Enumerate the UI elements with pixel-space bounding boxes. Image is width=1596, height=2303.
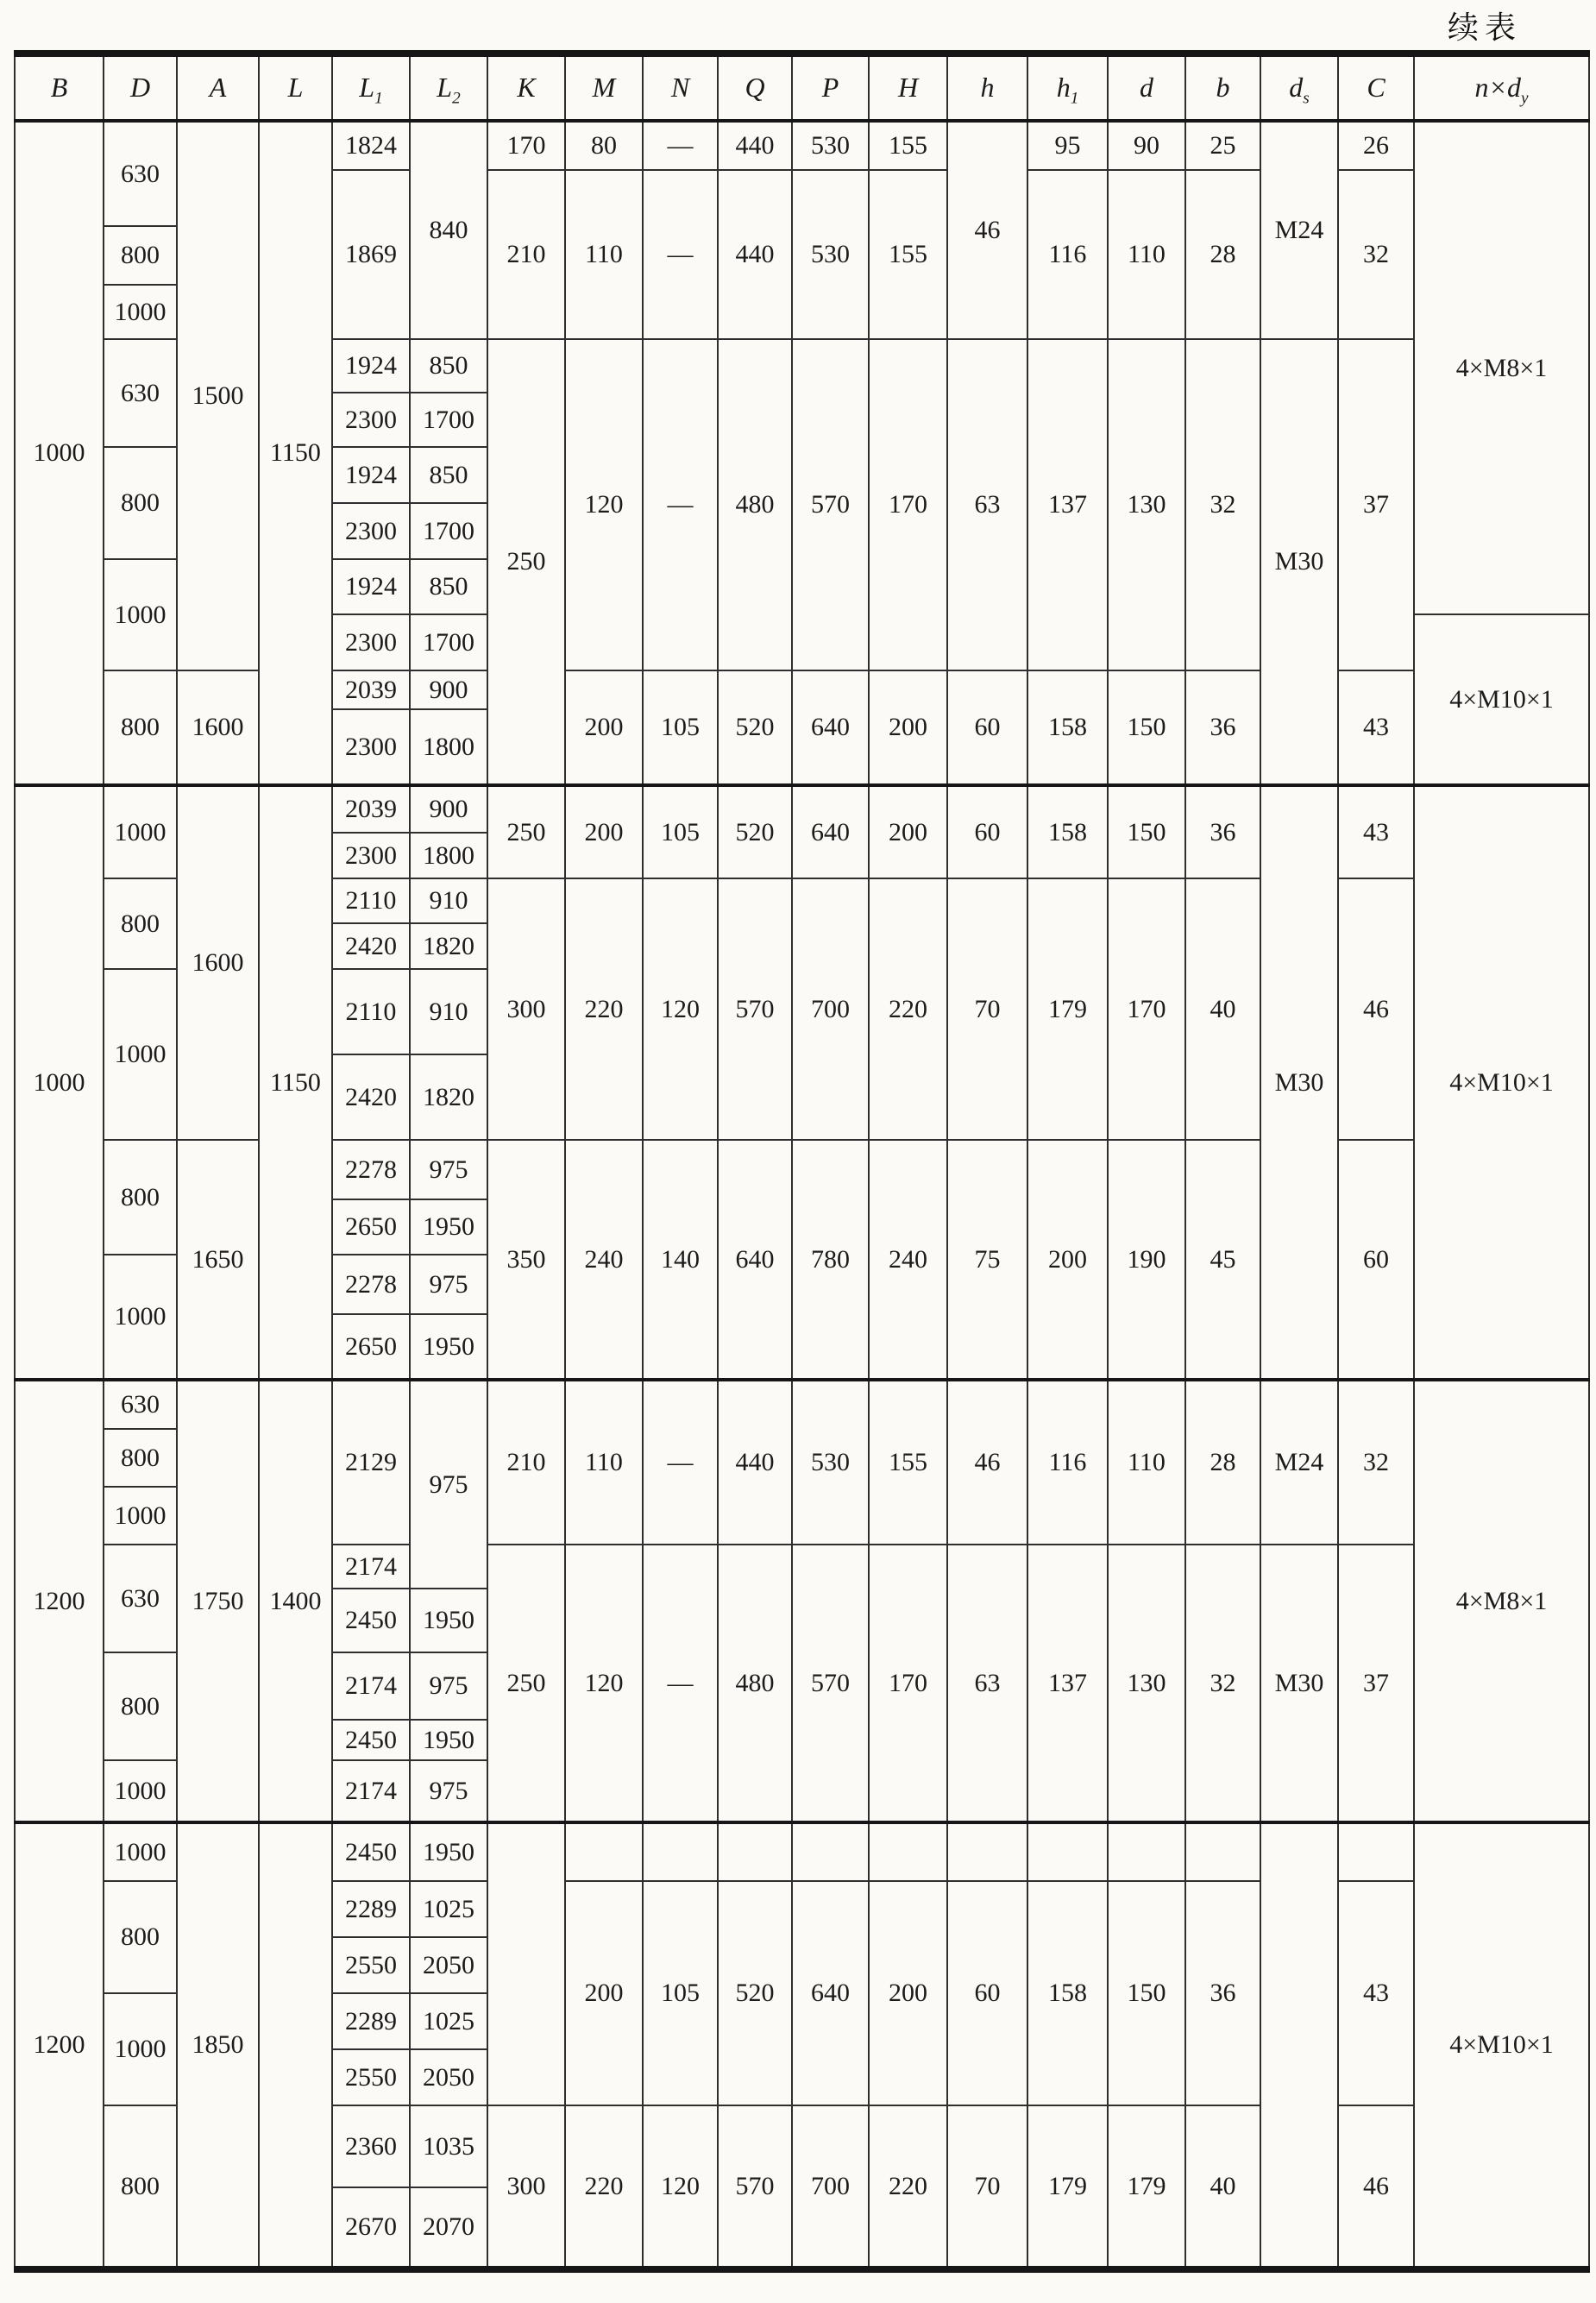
s4-b-0 (1185, 1822, 1260, 1881)
s2-L1-4: 2110 (332, 969, 410, 1054)
row (15, 1380, 1589, 1429)
s1-N-1: — (643, 170, 718, 339)
s1-A-0: 1500 (177, 121, 259, 670)
th-L1: $L_1$ (332, 53, 410, 121)
s4-d-1: 150 (1108, 1881, 1185, 2105)
row (15, 121, 1589, 170)
s1-L2-8: 1800 (410, 709, 487, 785)
s3-H-1: 170 (869, 1545, 947, 1822)
s1-M-3: 200 (565, 670, 643, 785)
s4-h1-0 (1027, 1822, 1108, 1881)
s1-N-3: 105 (643, 670, 718, 785)
s4-N-0 (643, 1822, 718, 1881)
s2-C-2: 60 (1338, 1140, 1414, 1380)
s1-b-1: 28 (1185, 170, 1260, 339)
s1-L1-4: 1924 (332, 447, 410, 503)
s4-b-1: 36 (1185, 1881, 1260, 2105)
s3-Q-0: 440 (718, 1380, 792, 1545)
s2-K-2: 350 (487, 1140, 565, 1380)
s2-D-0: 1000 (104, 785, 177, 878)
s1-P-0: 530 (792, 121, 869, 170)
s1-h1-3: 158 (1027, 670, 1108, 785)
s3-B: 1200 (15, 1380, 104, 1822)
s1-L2-1: 850 (410, 339, 487, 393)
th-L2: $L_2$ (410, 53, 487, 121)
th-M: M (565, 53, 643, 121)
s4-Q-0 (718, 1822, 792, 1881)
s4-M-0 (565, 1822, 643, 1881)
s1-H-2: 170 (869, 339, 947, 670)
s4-K-1: 300 (487, 2105, 565, 2269)
s4-D-1: 800 (104, 1881, 177, 1993)
s1-ds-1: M30 (1260, 339, 1338, 785)
s1-h-1: 63 (947, 339, 1027, 670)
s3-d-0: 110 (1108, 1380, 1185, 1545)
s2-D-1: 800 (104, 878, 177, 969)
s1-b-2: 32 (1185, 339, 1260, 670)
s4-L2-3: 1025 (410, 1993, 487, 2049)
th-B: B (15, 53, 104, 121)
s4-H-0 (869, 1822, 947, 1881)
s1-M-0: 80 (565, 121, 643, 170)
s1-Q-0: 440 (718, 121, 792, 170)
s2-B: 1000 (15, 785, 104, 1380)
s1-B: 1000 (15, 121, 104, 785)
s4-d-0 (1108, 1822, 1185, 1881)
s1-L2-4: 1700 (410, 503, 487, 559)
s2-h-0: 60 (947, 785, 1027, 878)
s4-C-1: 43 (1338, 1881, 1414, 2105)
s3-h-0: 46 (947, 1380, 1027, 1545)
th-P: P (792, 53, 869, 121)
s3-nd: 4×M8×1 (1414, 1380, 1589, 1822)
s4-C-0 (1338, 1822, 1414, 1881)
s1-h1-0: 95 (1027, 121, 1108, 170)
s2-L1-6: 2278 (332, 1140, 410, 1199)
s2-A-1: 1650 (177, 1140, 259, 1380)
s1-d-1: 110 (1108, 170, 1185, 339)
s4-P-1: 640 (792, 1881, 869, 2105)
s4-L1-3: 2289 (332, 1993, 410, 2049)
s4-L1-4: 2550 (332, 2049, 410, 2105)
s2-L2-3: 1820 (410, 923, 487, 969)
th-ndy: $n\times d_y$ (1414, 53, 1589, 121)
s1-h-2: 60 (947, 670, 1027, 785)
s2-L2-2: 910 (410, 878, 487, 923)
s3-L2-1: 1950 (410, 1589, 487, 1652)
s1-D-0: 630 (104, 121, 177, 226)
s2-N-2: 140 (643, 1140, 718, 1380)
s3-h1-0: 116 (1027, 1380, 1108, 1545)
s1-d-2: 130 (1108, 339, 1185, 670)
s3-P-1: 570 (792, 1545, 869, 1822)
s3-h-1: 63 (947, 1545, 1027, 1822)
s1-D-6: 800 (104, 670, 177, 785)
th-ds: $d_s$ (1260, 53, 1338, 121)
s2-h1-2: 200 (1027, 1140, 1108, 1380)
s1-nd-1: 4×M10×1 (1414, 614, 1589, 785)
s3-D-2: 1000 (104, 1487, 177, 1545)
s2-L1-8: 2278 (332, 1255, 410, 1314)
s2-L1-0: 2039 (332, 785, 410, 833)
th-L: L (259, 53, 332, 121)
s1-L: 1150 (259, 121, 332, 785)
s1-P-3: 640 (792, 670, 869, 785)
s1-D-4: 800 (104, 447, 177, 559)
s1-Q-3: 520 (718, 670, 792, 785)
s1-D-5: 1000 (104, 559, 177, 670)
continued-table-label: 续表 (1448, 10, 1523, 45)
s3-D-3: 630 (104, 1545, 177, 1652)
s3-P-0: 530 (792, 1380, 869, 1545)
s2-d-1: 170 (1108, 878, 1185, 1140)
s1-C-0: 26 (1338, 121, 1414, 170)
s1-D-1: 800 (104, 226, 177, 285)
s3-H-0: 155 (869, 1380, 947, 1545)
s2-D-4: 1000 (104, 1255, 177, 1380)
s1-h1-1: 116 (1027, 170, 1108, 339)
s2-L2-7: 1950 (410, 1199, 487, 1255)
s2-D-2: 1000 (104, 969, 177, 1140)
row (15, 785, 1589, 833)
s1-K-2: 250 (487, 339, 565, 785)
s2-L2-5: 1820 (410, 1054, 487, 1140)
s2-A-0: 1600 (177, 785, 259, 1140)
s2-h1-0: 158 (1027, 785, 1108, 878)
s4-K-0 (487, 1822, 565, 2105)
s1-L1-9: 2300 (332, 709, 410, 785)
s4-L2-5: 1035 (410, 2105, 487, 2187)
th-Q: Q (718, 53, 792, 121)
s3-L2-0: 975 (410, 1380, 487, 1589)
s4-M-1: 200 (565, 1881, 643, 2105)
s1-L1-6: 1924 (332, 559, 410, 614)
th-H: H (869, 53, 947, 121)
s2-C-1: 46 (1338, 878, 1414, 1140)
th-d: d (1108, 53, 1185, 121)
s1-C-3: 43 (1338, 670, 1414, 785)
s1-b-3: 36 (1185, 670, 1260, 785)
s3-C-1: 37 (1338, 1545, 1414, 1822)
s4-L1-2: 2550 (332, 1937, 410, 1993)
s4-h-1: 60 (947, 1881, 1027, 2105)
s3-L2-4: 975 (410, 1760, 487, 1822)
s2-M-2: 240 (565, 1140, 643, 1380)
s2-H-0: 200 (869, 785, 947, 878)
s4-P-2: 700 (792, 2105, 869, 2269)
s3-L1-0: 2129 (332, 1380, 410, 1545)
s1-L1-5: 2300 (332, 503, 410, 559)
s2-Q-0: 520 (718, 785, 792, 878)
s2-L1-9: 2650 (332, 1314, 410, 1380)
s3-ds-0: M24 (1260, 1380, 1338, 1545)
s4-h-2: 70 (947, 2105, 1027, 2269)
s4-B: 1200 (15, 1822, 104, 2269)
th-C: C (1338, 53, 1414, 121)
row (15, 1822, 1589, 1881)
s1-H-1: 155 (869, 170, 947, 339)
th-h: h (947, 53, 1027, 121)
s4-L1-1: 2289 (332, 1881, 410, 1937)
s2-L2-8: 975 (410, 1255, 487, 1314)
s2-d-2: 190 (1108, 1140, 1185, 1380)
s3-M-0: 110 (565, 1380, 643, 1545)
s1-M-2: 120 (565, 339, 643, 670)
s4-Q-2: 570 (718, 2105, 792, 2269)
s1-L1-8: 2039 (332, 670, 410, 709)
s1-Q-1: 440 (718, 170, 792, 339)
s3-D-5: 1000 (104, 1760, 177, 1822)
s2-nd: 4×M10×1 (1414, 785, 1589, 1380)
s2-d-0: 150 (1108, 785, 1185, 878)
s1-D-2: 1000 (104, 285, 177, 339)
s1-H-3: 200 (869, 670, 947, 785)
s4-D-3: 800 (104, 2105, 177, 2269)
spec-table (14, 50, 1590, 2273)
s1-Q-2: 480 (718, 339, 792, 670)
s1-K-1: 210 (487, 170, 565, 339)
s4-Q-1: 520 (718, 1881, 792, 2105)
s2-L: 1150 (259, 785, 332, 1380)
s4-b-2: 40 (1185, 2105, 1260, 2269)
th-b: b (1185, 53, 1260, 121)
s1-L2-5: 850 (410, 559, 487, 614)
s4-L2-0: 1950 (410, 1822, 487, 1881)
row (15, 670, 1589, 709)
s1-L1-3: 2300 (332, 393, 410, 447)
s2-L1-2: 2110 (332, 878, 410, 923)
s1-L2-2: 1700 (410, 393, 487, 447)
s4-A: 1850 (177, 1822, 259, 2269)
s3-b-1: 32 (1185, 1545, 1260, 1822)
th-N: N (643, 53, 718, 121)
s2-L1-7: 2650 (332, 1199, 410, 1255)
s4-ds (1260, 1822, 1338, 2269)
s2-C-0: 43 (1338, 785, 1414, 878)
s1-C-2: 37 (1338, 339, 1414, 670)
s1-b-0: 25 (1185, 121, 1260, 170)
s2-L1-3: 2420 (332, 923, 410, 969)
s4-L1-0: 2450 (332, 1822, 410, 1881)
s1-N-0: — (643, 121, 718, 170)
s3-D-0: 630 (104, 1380, 177, 1429)
s4-L2-4: 2050 (410, 2049, 487, 2105)
s3-N-0: — (643, 1380, 718, 1545)
s1-P-1: 530 (792, 170, 869, 339)
s4-C-2: 46 (1338, 2105, 1414, 2269)
th-K: K (487, 53, 565, 121)
s1-d-0: 90 (1108, 121, 1185, 170)
s3-ds-1: M30 (1260, 1545, 1338, 1822)
s3-L2-3: 1950 (410, 1720, 487, 1760)
s1-L2-3: 850 (410, 447, 487, 503)
s1-H-0: 155 (869, 121, 947, 170)
s2-P-1: 700 (792, 878, 869, 1140)
s3-C-0: 32 (1338, 1380, 1414, 1545)
s4-L2-2: 2050 (410, 1937, 487, 1993)
s2-Q-1: 570 (718, 878, 792, 1140)
s3-b-0: 28 (1185, 1380, 1260, 1545)
s4-h1-1: 158 (1027, 1881, 1108, 2105)
s1-L1-0: 1824 (332, 121, 410, 170)
s2-b-0: 36 (1185, 785, 1260, 878)
s2-M-0: 200 (565, 785, 643, 878)
th-A: A (177, 53, 259, 121)
s4-L1-5: 2360 (332, 2105, 410, 2187)
s4-L (259, 1822, 332, 2269)
s4-D-0: 1000 (104, 1822, 177, 1881)
s2-L1-5: 2420 (332, 1054, 410, 1140)
s3-d-1: 130 (1108, 1545, 1185, 1822)
s3-K-1: 250 (487, 1545, 565, 1822)
s1-C-1: 32 (1338, 170, 1414, 339)
s2-N-1: 120 (643, 878, 718, 1140)
s2-b-1: 40 (1185, 878, 1260, 1140)
s1-ds-0: M24 (1260, 121, 1338, 339)
s3-N-1: — (643, 1545, 718, 1822)
s2-H-1: 220 (869, 878, 947, 1140)
th-h1: $h_1$ (1027, 53, 1108, 121)
s1-L1-2: 1924 (332, 339, 410, 393)
s3-L1-4: 2450 (332, 1720, 410, 1760)
s4-h1-2: 179 (1027, 2105, 1108, 2269)
s3-L: 1400 (259, 1380, 332, 1822)
s1-h-0: 46 (947, 121, 1027, 339)
s4-L2-1: 1025 (410, 1881, 487, 1937)
s4-L1-6: 2670 (332, 2187, 410, 2269)
s3-D-1: 800 (104, 1429, 177, 1487)
s1-L2-0: 840 (410, 121, 487, 339)
s1-N-2: — (643, 339, 718, 670)
s2-M-1: 220 (565, 878, 643, 1140)
s2-H-2: 240 (869, 1140, 947, 1380)
s1-L1-7: 2300 (332, 614, 410, 670)
s4-P-0 (792, 1822, 869, 1881)
s1-K-0: 170 (487, 121, 565, 170)
s4-N-1: 105 (643, 1881, 718, 2105)
s3-M-1: 120 (565, 1545, 643, 1822)
s3-A: 1750 (177, 1380, 259, 1822)
s3-K-0: 210 (487, 1380, 565, 1545)
header-row (15, 53, 1589, 121)
s3-L1-5: 2174 (332, 1760, 410, 1822)
s2-L2-6: 975 (410, 1140, 487, 1199)
s4-h-0 (947, 1822, 1027, 1881)
row (15, 1140, 1589, 1199)
s2-b-2: 45 (1185, 1140, 1260, 1380)
th-D: D (104, 53, 177, 121)
s1-h1-2: 137 (1027, 339, 1108, 670)
s2-P-2: 780 (792, 1140, 869, 1380)
s4-L2-6: 2070 (410, 2187, 487, 2269)
s3-D-4: 800 (104, 1652, 177, 1760)
s3-L2-2: 975 (410, 1652, 487, 1720)
s1-L1-1: 1869 (332, 170, 410, 339)
s1-M-1: 110 (565, 170, 643, 339)
s4-H-2: 220 (869, 2105, 947, 2269)
s4-N-2: 120 (643, 2105, 718, 2269)
s1-A-1: 1600 (177, 670, 259, 785)
s2-D-3: 800 (104, 1140, 177, 1255)
s2-L2-1: 1800 (410, 833, 487, 878)
s4-nd: 4×M10×1 (1414, 1822, 1589, 2269)
s2-L2-9: 1950 (410, 1314, 487, 1380)
s4-d-2: 179 (1108, 2105, 1185, 2269)
s2-Q-2: 640 (718, 1140, 792, 1380)
s1-L2-7: 900 (410, 670, 487, 709)
s2-h1-1: 179 (1027, 878, 1108, 1140)
s1-P-2: 570 (792, 339, 869, 670)
s2-P-0: 640 (792, 785, 869, 878)
s1-D-3: 630 (104, 339, 177, 447)
s3-L1-1: 2174 (332, 1545, 410, 1589)
s1-L2-6: 1700 (410, 614, 487, 670)
s2-K-1: 300 (487, 878, 565, 1140)
s2-N-0: 105 (643, 785, 718, 878)
s4-H-1: 200 (869, 1881, 947, 2105)
s1-d-3: 150 (1108, 670, 1185, 785)
s4-D-2: 1000 (104, 1993, 177, 2105)
s3-L1-3: 2174 (332, 1652, 410, 1720)
s2-ds: M30 (1260, 785, 1338, 1380)
s2-L2-4: 910 (410, 969, 487, 1054)
s4-M-2: 220 (565, 2105, 643, 2269)
s2-h-1: 70 (947, 878, 1027, 1140)
s1-nd-0: 4×M8×1 (1414, 121, 1589, 614)
s3-h1-1: 137 (1027, 1545, 1108, 1822)
s2-K-0: 250 (487, 785, 565, 878)
s2-L1-1: 2300 (332, 833, 410, 878)
s2-h-2: 75 (947, 1140, 1027, 1380)
s3-L1-2: 2450 (332, 1589, 410, 1652)
s2-L2-0: 900 (410, 785, 487, 833)
s3-Q-1: 480 (718, 1545, 792, 1822)
